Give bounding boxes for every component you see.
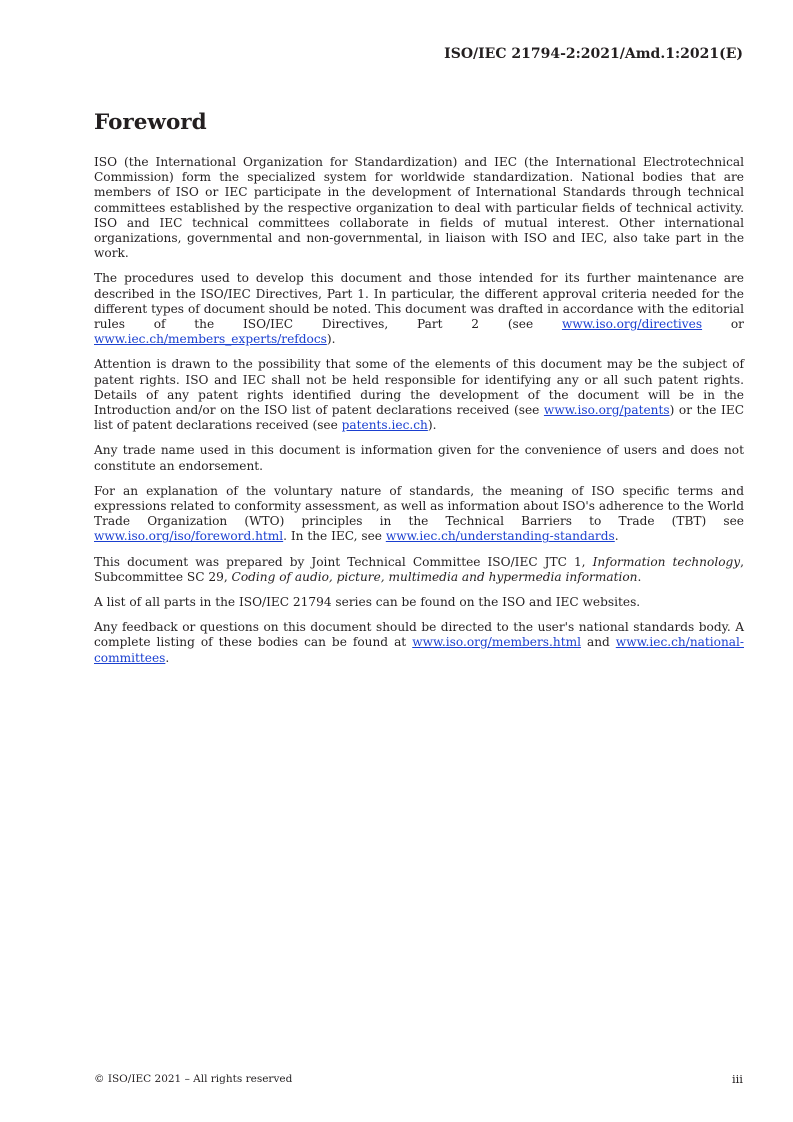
link-iec-refdocs[interactable]: www.iec.ch/members_experts/refdocs xyxy=(94,332,327,347)
text-segment: , Subcommittee SC 29, xyxy=(94,554,744,584)
paragraph-procedures xyxy=(94,271,744,347)
paragraph-voluntary-nature xyxy=(94,484,744,545)
copyright-notice: © ISO/IEC 2021 – All rights reserved xyxy=(94,1073,293,1085)
text-segment: or xyxy=(702,317,744,332)
link-iec-national-committees[interactable]: www.iec.ch/national-committees xyxy=(94,635,744,665)
document-identifier: ISO/IEC 21794-2:2021/Amd.1:2021(E) xyxy=(444,46,743,62)
paragraph-feedback xyxy=(94,620,744,666)
link-iso-patents[interactable]: www.iso.org/patents xyxy=(543,403,670,418)
paragraph-trade-name: Any trade name used in this document is information given for the convenience of users and does not constitute an endorsement. xyxy=(94,443,744,473)
text-segment: Attention is drawn to the possibility that some of the elements of this document may be the subject of patent rights. ISO and IEC shall not be held responsible for identifying any or all such patent rights. Details of any patent rights identified during the development of the document will be in the Introduction and/or on the ISO list of patent declarations received (see xyxy=(94,357,744,418)
text-segment: and xyxy=(580,635,616,650)
link-iec-patents[interactable]: patents.iec.ch xyxy=(341,418,428,433)
text-segment: The procedures used to develop this document and those intended for its further maintenance are described in the ISO/IEC Directives, Part 1. In particular, the different approval criteria needed for the different types of document should be noted. This document was drafted in accordance with the editorial rules of the ISO/IEC Directives, Part 2 (see xyxy=(94,271,744,332)
paragraph-patent-rights xyxy=(94,357,744,433)
text-segment: ). xyxy=(427,418,437,433)
link-iec-understanding-standards[interactable]: www.iec.ch/understanding-standards xyxy=(385,529,615,544)
text-segment: For an explanation of the voluntary nature of standards, the meaning of ISO specific terms and expressions related to conformity assessment, as well as information about ISO's adherence to the World Trade Organization (WTO) principles in the Technical Barriers to Trade (TBT) see xyxy=(94,483,744,529)
subcommittee-name: Coding of audio, picture, multimedia and hypermedia information xyxy=(231,569,638,584)
paragraph-iso-iec-intro: ISO (the International Organization for Standardization) and IEC (the International Electrotechnical Commission) form the specialized system for worldwide standardization. National bodies that are members of ISO or IEC participate in the development of International Standards through technical committees established by the respective organization to deal with particular fields of technical activity. ISO and IEC technical committees collaborate in fields of mutual interest. Other international organizations, governmental and non-governmental, in liaison with ISO and IEC, also take part in the work. xyxy=(94,155,744,261)
paragraph-series-list: A list of all parts in the ISO/IEC 21794 series can be found on the ISO and IEC websites. xyxy=(94,595,641,610)
committee-name: Information technology xyxy=(592,554,741,569)
text-segment: . xyxy=(165,650,170,665)
page-title: Foreword xyxy=(94,110,207,135)
foreword-body xyxy=(94,155,744,676)
page-number: iii xyxy=(731,1072,743,1086)
link-iso-members[interactable]: www.iso.org/members.html xyxy=(412,635,581,650)
link-iso-foreword[interactable]: www.iso.org/iso/foreword.html xyxy=(94,529,284,544)
text-segment: This document was prepared by Joint Technical Committee ISO/IEC JTC 1, xyxy=(94,554,593,569)
text-segment: ) or the IEC list of patent declarations received (see xyxy=(94,403,744,433)
paragraph-prepared-by xyxy=(94,555,744,585)
link-iso-directives[interactable]: www.iso.org/directives xyxy=(561,317,703,332)
text-segment: Any feedback or questions on this document should be directed to the user's national standards body. A complete listing of these bodies can be found at xyxy=(94,620,744,650)
text-segment: . xyxy=(637,569,642,584)
text-segment: . xyxy=(614,529,619,544)
text-segment: . In the IEC, see xyxy=(283,529,386,544)
text-segment: ). xyxy=(326,332,336,347)
